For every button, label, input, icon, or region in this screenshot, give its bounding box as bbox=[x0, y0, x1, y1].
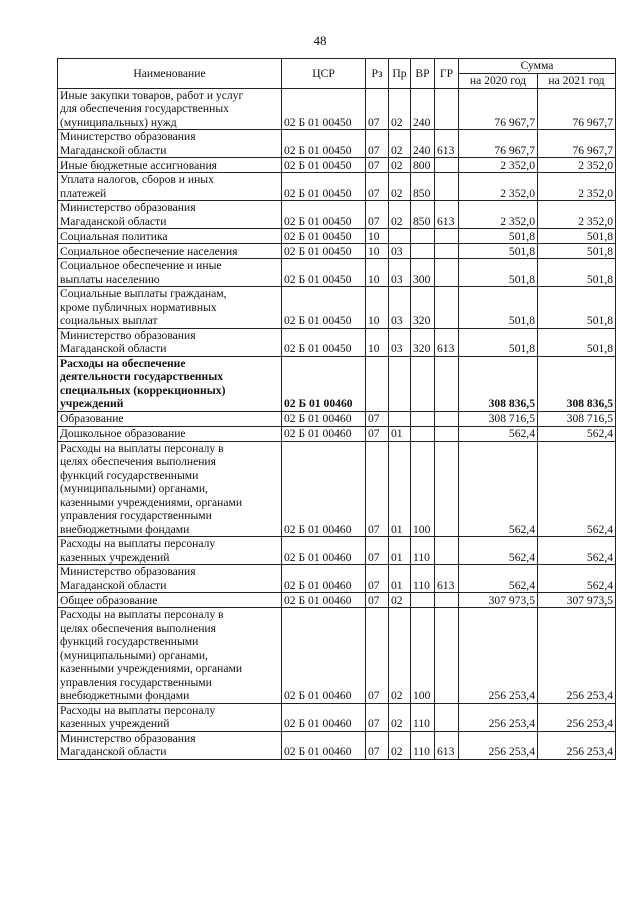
table-row bbox=[58, 259, 616, 287]
row-name-line: казенными учреждениями, органами bbox=[60, 662, 243, 675]
row-vr: 100 bbox=[411, 608, 435, 704]
row-name bbox=[58, 130, 282, 158]
row-value-2021: 256 253,4 bbox=[538, 731, 616, 759]
col-header-2021: на 2021 год bbox=[538, 73, 616, 88]
table-row bbox=[58, 244, 616, 259]
row-rz: 07 bbox=[366, 130, 389, 158]
row-value-2020: 562,4 bbox=[459, 537, 538, 565]
row-value-2021: 308 836,5 bbox=[538, 356, 616, 411]
row-csr: 02 Б 01 00450 bbox=[282, 88, 366, 130]
row-name bbox=[58, 158, 282, 173]
col-header-csr: ЦСР bbox=[282, 59, 366, 89]
row-gr bbox=[435, 88, 459, 130]
row-rz: 07 bbox=[366, 411, 389, 426]
row-rz: 07 bbox=[366, 201, 389, 229]
row-vr bbox=[411, 593, 435, 608]
row-rz: 07 bbox=[366, 608, 389, 704]
table-row bbox=[58, 158, 616, 173]
row-vr: 240 bbox=[411, 88, 435, 130]
table-row bbox=[58, 173, 616, 201]
row-name-line: (муниципальных) нужд bbox=[60, 115, 177, 129]
row-name-line: внебюджетными фондами bbox=[60, 689, 190, 702]
row-value-2020: 2 352,0 bbox=[459, 173, 538, 201]
row-name-line: Магаданской области bbox=[60, 745, 167, 758]
row-csr: 02 Б 01 00450 bbox=[282, 158, 366, 173]
row-rz: 07 bbox=[366, 703, 389, 731]
row-name-line: Расходы на выплаты персоналу bbox=[60, 703, 216, 717]
row-pr: 01 bbox=[389, 441, 411, 537]
row-value-2021: 562,4 bbox=[538, 537, 616, 565]
row-rz: 07 bbox=[366, 173, 389, 201]
table-row bbox=[58, 537, 616, 565]
row-gr bbox=[435, 244, 459, 259]
row-rz: 07 bbox=[366, 565, 389, 593]
row-pr: 03 bbox=[389, 244, 411, 259]
row-name bbox=[58, 88, 282, 130]
row-gr bbox=[435, 356, 459, 411]
row-value-2021: 256 253,4 bbox=[538, 703, 616, 731]
row-value-2021: 562,4 bbox=[538, 441, 616, 537]
row-pr: 02 bbox=[389, 703, 411, 731]
row-value-2021: 501,8 bbox=[538, 287, 616, 329]
row-csr: 02 Б 01 00460 bbox=[282, 593, 366, 608]
table-row bbox=[58, 229, 616, 244]
row-name-line: деятельности государственных bbox=[60, 370, 224, 383]
row-pr: 02 bbox=[389, 608, 411, 704]
budget-table bbox=[57, 58, 616, 760]
row-vr: 320 bbox=[411, 287, 435, 329]
row-name bbox=[58, 259, 282, 287]
row-value-2020: 501,8 bbox=[459, 259, 538, 287]
table-row bbox=[58, 328, 616, 356]
row-value-2021: 562,4 bbox=[538, 426, 616, 441]
row-name-line: Расходы на выплаты персоналу в bbox=[60, 608, 224, 621]
row-name-line: (муниципальными) органами, bbox=[60, 648, 208, 662]
col-header-2020: на 2020 год bbox=[459, 73, 538, 88]
row-pr bbox=[389, 229, 411, 244]
row-name-line: Магаданской области bbox=[60, 342, 167, 355]
row-gr bbox=[435, 426, 459, 441]
row-name-line: Уплата налогов, сборов и иных bbox=[60, 173, 214, 186]
row-value-2020: 501,8 bbox=[459, 229, 538, 244]
table-row bbox=[58, 565, 616, 593]
row-pr: 03 bbox=[389, 328, 411, 356]
row-name-line: социальных выплат bbox=[60, 314, 158, 327]
row-pr: 01 bbox=[389, 565, 411, 593]
row-value-2020: 562,4 bbox=[459, 565, 538, 593]
row-name bbox=[58, 173, 282, 201]
row-name-line: целях обеспечения выполнения bbox=[60, 621, 216, 635]
row-name-line: целях обеспечения выполнения bbox=[60, 455, 216, 468]
row-gr bbox=[435, 703, 459, 731]
row-pr: 02 bbox=[389, 130, 411, 158]
table-row bbox=[58, 703, 616, 731]
row-pr: 03 bbox=[389, 287, 411, 329]
row-pr: 01 bbox=[389, 426, 411, 441]
table-row bbox=[58, 201, 616, 229]
row-value-2020: 2 352,0 bbox=[459, 201, 538, 229]
row-name-line: Магаданской области bbox=[60, 578, 167, 592]
row-name-line: внебюджетными фондами bbox=[60, 522, 190, 536]
row-pr: 01 bbox=[389, 537, 411, 565]
row-vr: 850 bbox=[411, 201, 435, 229]
row-vr: 320 bbox=[411, 328, 435, 356]
row-gr: 613 bbox=[435, 130, 459, 158]
row-name bbox=[58, 608, 282, 704]
row-vr: 300 bbox=[411, 259, 435, 287]
row-gr: 613 bbox=[435, 201, 459, 229]
row-pr bbox=[389, 356, 411, 411]
row-vr: 110 bbox=[411, 703, 435, 731]
row-csr: 02 Б 01 00450 bbox=[282, 328, 366, 356]
row-csr: 02 Б 01 00450 bbox=[282, 244, 366, 259]
row-name bbox=[58, 287, 282, 329]
col-header-sum: Сумма bbox=[459, 59, 616, 74]
row-name-line: Дошкольное образование bbox=[60, 427, 186, 440]
row-gr bbox=[435, 259, 459, 287]
row-name bbox=[58, 426, 282, 441]
row-name-line: Магаданской области bbox=[60, 143, 167, 157]
col-header-pr: Пр bbox=[389, 59, 411, 89]
row-value-2020: 501,8 bbox=[459, 244, 538, 259]
row-name-line: функций государственными bbox=[60, 635, 199, 648]
row-name bbox=[58, 356, 282, 411]
row-name-line: Министерство образования bbox=[60, 731, 196, 745]
row-value-2021: 307 973,5 bbox=[538, 593, 616, 608]
row-csr: 02 Б 01 00460 bbox=[282, 565, 366, 593]
row-vr: 240 bbox=[411, 130, 435, 158]
row-name-line: выплаты населению bbox=[60, 272, 160, 286]
row-value-2020: 501,8 bbox=[459, 328, 538, 356]
row-name-line: казенных учреждений bbox=[60, 550, 170, 564]
table-row bbox=[58, 356, 616, 411]
row-csr: 02 Б 01 00460 bbox=[282, 731, 366, 759]
row-value-2020: 308 716,5 bbox=[459, 411, 538, 426]
row-rz: 10 bbox=[366, 259, 389, 287]
row-value-2021: 501,8 bbox=[538, 229, 616, 244]
row-name-line: Общее образование bbox=[60, 593, 158, 607]
row-gr bbox=[435, 608, 459, 704]
row-vr: 800 bbox=[411, 158, 435, 173]
table-row bbox=[58, 593, 616, 608]
row-vr bbox=[411, 244, 435, 259]
row-name bbox=[58, 229, 282, 244]
row-csr: 02 Б 01 00450 bbox=[282, 130, 366, 158]
row-name-line: Образование bbox=[60, 412, 124, 425]
row-value-2020: 501,8 bbox=[459, 287, 538, 329]
row-name-line: Иные закупки товаров, работ и услуг bbox=[60, 88, 244, 102]
row-gr bbox=[435, 229, 459, 244]
row-name-line: Министерство образования bbox=[60, 565, 196, 578]
row-name-line: Иные бюджетные ассигнования bbox=[60, 158, 217, 172]
row-pr: 03 bbox=[389, 259, 411, 287]
row-name-line: управления государственными bbox=[60, 509, 212, 522]
table-row bbox=[58, 287, 616, 329]
row-value-2021: 2 352,0 bbox=[538, 158, 616, 173]
table-row bbox=[58, 130, 616, 158]
row-name-line: специальных (коррекционных) bbox=[60, 383, 226, 397]
row-value-2021: 501,8 bbox=[538, 328, 616, 356]
row-rz: 10 bbox=[366, 287, 389, 329]
col-header-vr: ВР bbox=[411, 59, 435, 89]
row-rz: 07 bbox=[366, 88, 389, 130]
row-value-2020: 308 836,5 bbox=[459, 356, 538, 411]
row-csr: 02 Б 01 00460 bbox=[282, 426, 366, 441]
row-value-2021: 76 967,7 bbox=[538, 130, 616, 158]
row-vr bbox=[411, 426, 435, 441]
row-value-2020: 76 967,7 bbox=[459, 88, 538, 130]
row-name-line: функций государственными bbox=[60, 468, 199, 482]
row-name-line: Социальное обеспечение населения bbox=[60, 244, 238, 258]
row-pr: 02 bbox=[389, 593, 411, 608]
row-gr: 613 bbox=[435, 731, 459, 759]
row-name bbox=[58, 537, 282, 565]
table-row bbox=[58, 411, 616, 426]
row-pr: 02 bbox=[389, 158, 411, 173]
row-name bbox=[58, 441, 282, 537]
row-name-line: казенными учреждениями, органами bbox=[60, 495, 243, 509]
table-row bbox=[58, 426, 616, 441]
row-name-line: Министерство образования bbox=[60, 328, 196, 342]
col-header-name: Наименование bbox=[58, 59, 282, 89]
row-name-line: Социальные выплаты гражданам, bbox=[60, 287, 227, 300]
row-value-2020: 256 253,4 bbox=[459, 703, 538, 731]
row-vr: 100 bbox=[411, 441, 435, 537]
row-csr: 02 Б 01 00460 bbox=[282, 608, 366, 704]
row-csr: 02 Б 01 00450 bbox=[282, 229, 366, 244]
table-body bbox=[58, 88, 616, 759]
row-rz: 10 bbox=[366, 244, 389, 259]
row-rz: 07 bbox=[366, 441, 389, 537]
row-name-line: Расходы на выплаты персоналу в bbox=[60, 441, 224, 455]
row-vr: 110 bbox=[411, 731, 435, 759]
row-name-line: Расходы на выплаты персоналу bbox=[60, 537, 216, 550]
row-rz: 07 bbox=[366, 158, 389, 173]
row-pr: 02 bbox=[389, 173, 411, 201]
table-header-row bbox=[58, 59, 616, 74]
row-name-line: управления государственными bbox=[60, 675, 212, 689]
row-name bbox=[58, 565, 282, 593]
row-value-2020: 76 967,7 bbox=[459, 130, 538, 158]
row-gr bbox=[435, 173, 459, 201]
row-rz: 07 bbox=[366, 537, 389, 565]
row-name bbox=[58, 593, 282, 608]
row-gr bbox=[435, 441, 459, 537]
row-vr bbox=[411, 229, 435, 244]
row-name bbox=[58, 731, 282, 759]
row-rz bbox=[366, 356, 389, 411]
row-value-2021: 256 253,4 bbox=[538, 608, 616, 704]
row-gr: 613 bbox=[435, 328, 459, 356]
row-gr: 613 bbox=[435, 565, 459, 593]
row-pr bbox=[389, 411, 411, 426]
row-name-line: кроме публичных нормативных bbox=[60, 300, 217, 314]
row-csr: 02 Б 01 00460 bbox=[282, 441, 366, 537]
row-csr: 02 Б 01 00450 bbox=[282, 173, 366, 201]
row-name-line: Магаданской области bbox=[60, 214, 167, 228]
row-value-2020: 256 253,4 bbox=[459, 608, 538, 704]
row-value-2021: 76 967,7 bbox=[538, 88, 616, 130]
row-name bbox=[58, 703, 282, 731]
row-value-2020: 562,4 bbox=[459, 426, 538, 441]
page-number: 48 bbox=[313, 33, 327, 48]
row-name-line: Расходы на обеспечение bbox=[60, 356, 186, 370]
row-name bbox=[58, 201, 282, 229]
row-rz: 07 bbox=[366, 593, 389, 608]
row-gr bbox=[435, 287, 459, 329]
table-row bbox=[58, 88, 616, 130]
row-name-line: Министерство образования bbox=[60, 201, 196, 214]
row-csr: 02 Б 01 00450 bbox=[282, 201, 366, 229]
row-gr bbox=[435, 411, 459, 426]
row-vr bbox=[411, 356, 435, 411]
row-value-2021: 308 716,5 bbox=[538, 411, 616, 426]
row-rz: 07 bbox=[366, 426, 389, 441]
row-name-line: Социальное обеспечение и иные bbox=[60, 259, 222, 272]
row-pr: 02 bbox=[389, 201, 411, 229]
row-name-line: казенных учреждений bbox=[60, 717, 170, 730]
row-name-line: для обеспечения государственных bbox=[60, 102, 229, 115]
row-rz: 10 bbox=[366, 328, 389, 356]
col-header-gr: ГР bbox=[435, 59, 459, 89]
row-csr: 02 Б 01 00460 bbox=[282, 703, 366, 731]
row-pr: 02 bbox=[389, 88, 411, 130]
row-value-2020: 307 973,5 bbox=[459, 593, 538, 608]
row-value-2021: 501,8 bbox=[538, 259, 616, 287]
row-name-line: платежей bbox=[60, 186, 107, 200]
row-value-2020: 256 253,4 bbox=[459, 731, 538, 759]
row-name-line: Министерство образования bbox=[60, 130, 196, 143]
row-vr bbox=[411, 411, 435, 426]
row-value-2020: 562,4 bbox=[459, 441, 538, 537]
table-row bbox=[58, 608, 616, 704]
row-gr bbox=[435, 158, 459, 173]
row-vr: 110 bbox=[411, 537, 435, 565]
row-value-2021: 2 352,0 bbox=[538, 201, 616, 229]
col-header-rz: Рз bbox=[366, 59, 389, 89]
row-name-line: Социальная политика bbox=[60, 229, 168, 243]
row-value-2021: 562,4 bbox=[538, 565, 616, 593]
row-gr bbox=[435, 593, 459, 608]
row-value-2021: 501,8 bbox=[538, 244, 616, 259]
row-csr: 02 Б 01 00460 bbox=[282, 411, 366, 426]
row-rz: 10 bbox=[366, 229, 389, 244]
row-value-2020: 2 352,0 bbox=[459, 158, 538, 173]
row-csr: 02 Б 01 00450 bbox=[282, 287, 366, 329]
row-name-line: (муниципальными) органами, bbox=[60, 482, 208, 495]
row-name-line: учреждений bbox=[60, 397, 124, 410]
row-name bbox=[58, 411, 282, 426]
row-vr: 110 bbox=[411, 565, 435, 593]
row-vr: 850 bbox=[411, 173, 435, 201]
table-row bbox=[58, 731, 616, 759]
row-gr bbox=[435, 537, 459, 565]
row-name bbox=[58, 244, 282, 259]
row-csr: 02 Б 01 00450 bbox=[282, 259, 366, 287]
row-name bbox=[58, 328, 282, 356]
row-pr: 02 bbox=[389, 731, 411, 759]
table-row bbox=[58, 441, 616, 537]
row-csr: 02 Б 01 00460 bbox=[282, 537, 366, 565]
row-csr: 02 Б 01 00460 bbox=[282, 356, 366, 411]
row-rz: 07 bbox=[366, 731, 389, 759]
row-value-2021: 2 352,0 bbox=[538, 173, 616, 201]
